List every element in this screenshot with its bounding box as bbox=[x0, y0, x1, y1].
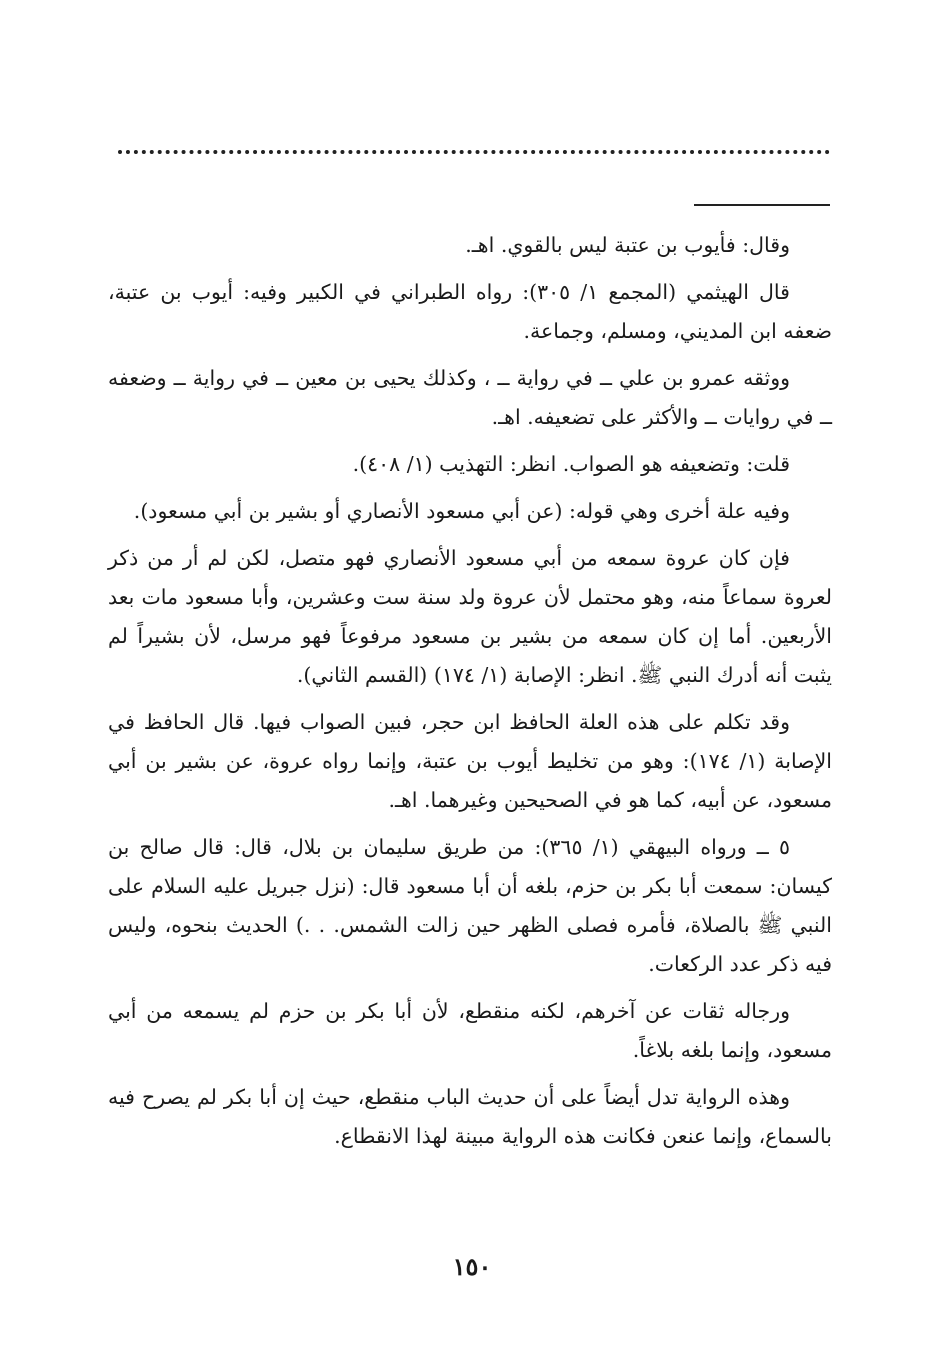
paragraph-5: وفيه علة أخرى وهي قوله: (عن أبي مسعود الأنصاري أو بشير بن أبي مسعود). bbox=[133, 499, 790, 523]
body-text bbox=[108, 226, 832, 1164]
footnote-rule bbox=[694, 204, 830, 206]
paragraph-10: وهذه الرواية تدل أيضاً على أن حديث الباب منقطع، حيث إن أبا بكر لم يصرح فيه بالسماع، وإنما عنعن فكانت هذه الرواية مبينة لهذا الانقطاع. bbox=[108, 1085, 832, 1148]
dotted-separator bbox=[118, 150, 830, 154]
paragraph-9: ورجاله ثقات عن آخرهم، لكنه منقطع، لأن أبا بكر بن حزم لم يسمعه من أبي مسعود، وإنما بلغه بلاغاً. bbox=[108, 999, 832, 1062]
page-number: ١٥٠ bbox=[452, 1252, 492, 1281]
paragraph-2: قال الهيثمي (المجمع ١/ ٣٠٥): رواه الطبراني في الكبير وفيه: أيوب بن عتبة، ضعفه ابن المديني، ومسلم، وجماعة. bbox=[108, 280, 832, 343]
paragraph-7: وقد تكلم على هذه العلة الحافظ ابن حجر، فبين الصواب فيها. قال الحافظ في الإصابة (١/ ١٧٤): وهو من تخليط أيوب بن عتبة، وإنما رواه عروة، عن بشير بن أبي مسعود، عن أبيه، كما هو في الصحيحين وغيرهما. اهـ. bbox=[108, 710, 832, 812]
paragraph-3: ووثقه عمرو بن علي ــ في رواية ــ ، وكذلك يحيى بن معين ــ في رواية ــ وضعفه ــ في روايات ــ والأكثر على تضعيفه. اهـ. bbox=[108, 366, 832, 429]
paragraph-1: وقال: فأيوب بن عتبة ليس بالقوي. اهـ. bbox=[465, 233, 790, 257]
paragraph-8: ٥ ــ ورواه البيهقي (١/ ٣٦٥): من طريق سليمان بن بلال، قال: قال صالح بن كيسان: سمعت أبا بكر بن حزم، بلغه أن أبا مسعود قال: (نزل جبريل عليه السلام على النبي ﷺ بالصلاة، فأمره فصلى الظهر حين زالت الشمس. . .) الحديث بنحوه، وليس فيه ذكر عدد الركعات. bbox=[108, 835, 832, 976]
paragraph-6: فإن كان عروة سمعه من أبي مسعود الأنصاري فهو متصل، لكن لم أر من ذكر لعروة سماعاً منه، وهو محتمل لأن عروة ولد سنة ست وعشرين، وأبا مسعود مات بعد الأربعين. أما إن كان سمعه من بشير بن مسعود مرفوعاً فهو مرسل، لأن بشيراً لم يثبت أنه أدرك النبي ﷺ. انظر: الإصابة (١/ ١٧٤) (القسم الثاني). bbox=[108, 546, 832, 687]
paragraph-4: قلت: وتضعيفه هو الصواب. انظر: التهذيب (١/ ٤٠٨). bbox=[352, 452, 790, 476]
